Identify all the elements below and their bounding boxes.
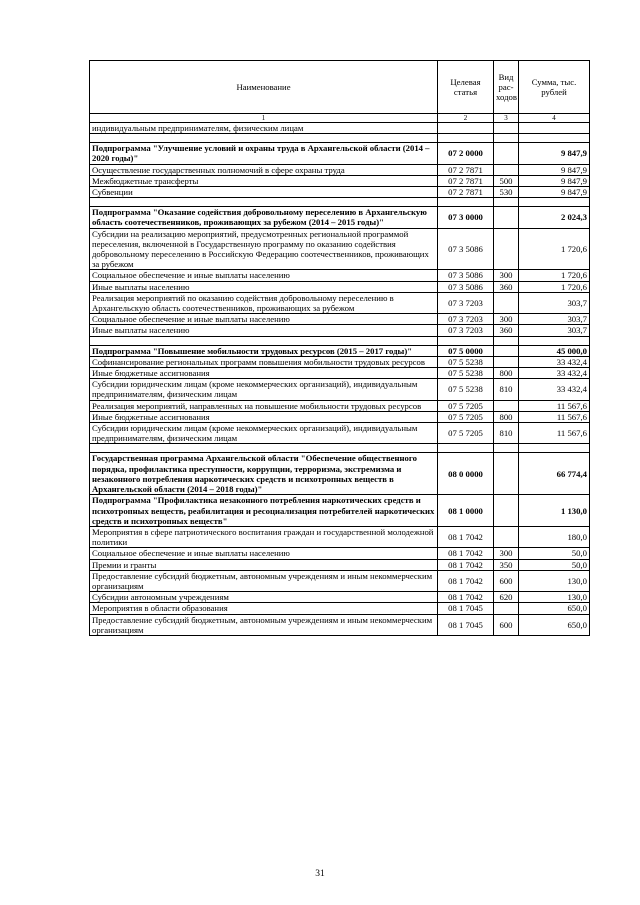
- table-row: [90, 368, 590, 379]
- section-row: [90, 207, 590, 228]
- spacer-cell: [438, 336, 494, 345]
- header-sum: Сумма, тыс. рублей: [519, 61, 590, 114]
- row-name: Социальное обеспечение и иные выплаты населению: [90, 314, 438, 325]
- spacer-cell: [90, 134, 438, 143]
- header-vid: Вид рас-ходов: [494, 61, 519, 114]
- table-row: [90, 356, 590, 367]
- row-name: Премии и гранты: [90, 559, 438, 570]
- budget-table: [89, 60, 590, 636]
- spacer-row: [90, 198, 590, 207]
- row-amount: 11 567,6: [519, 423, 590, 444]
- table-row: [90, 325, 590, 336]
- row-target-code: 08 1 7042: [438, 570, 494, 591]
- row-target-code: 07 3 5086: [438, 281, 494, 292]
- row-target-code: 07 3 7203: [438, 325, 494, 336]
- table-row: [90, 592, 590, 603]
- row-name: Государственная программа Архангельской области "Обеспечение общественного порядка, профилактика преступности, коррупции, терроризма, экстремизма и незаконного потребления наркотических средств и психотропных веществ в Архангельской области (2014 – 2018 годы)": [90, 453, 438, 495]
- table-row: [90, 603, 590, 614]
- spacer-cell: [90, 336, 438, 345]
- row-amount: 1 720,6: [519, 281, 590, 292]
- row-amount: 9 847,9: [519, 175, 590, 186]
- row-expense-type: [494, 603, 519, 614]
- row-target-code: 07 2 7871: [438, 175, 494, 186]
- spacer-row: [90, 336, 590, 345]
- spacer-cell: [494, 134, 519, 143]
- spacer-cell: [519, 444, 590, 453]
- spacer-cell: [519, 198, 590, 207]
- row-name: Субсидии юридическим лицам (кроме некоммерческих организаций), индивидуальным предпринимателям, физическим лицам: [90, 379, 438, 400]
- table-header-row: [90, 61, 590, 114]
- spacer-cell: [519, 336, 590, 345]
- row-amount: 9 847,9: [519, 143, 590, 164]
- row-expense-type: [494, 526, 519, 547]
- row-name: Подпрограмма "Повышение мобильности трудовых ресурсов (2015 – 2017 годы)": [90, 345, 438, 356]
- row-name: Межбюджетные трансферты: [90, 175, 438, 186]
- row-name: Иные выплаты населению: [90, 281, 438, 292]
- row-amount: 50,0: [519, 548, 590, 559]
- row-expense-type: [494, 356, 519, 367]
- row-target-code: 07 5 7205: [438, 423, 494, 444]
- row-name: Реализация мероприятий по оказанию содействия добровольному переселению в Архангельскую область соотечественников, проживающих за рубежом: [90, 292, 438, 313]
- table-row: [90, 411, 590, 422]
- row-target-code: 08 1 7042: [438, 559, 494, 570]
- row-target-code: 08 1 7042: [438, 548, 494, 559]
- row-name: Мероприятия в области образования: [90, 603, 438, 614]
- row-target-code: 08 1 7042: [438, 526, 494, 547]
- row-target-code: 07 5 7205: [438, 411, 494, 422]
- section-row: [90, 453, 590, 495]
- table-row: [90, 559, 590, 570]
- row-expense-type: 350: [494, 559, 519, 570]
- row-expense-type: [494, 453, 519, 495]
- header-name: Наименование: [90, 61, 438, 114]
- table-row: [90, 570, 590, 591]
- row-amount: 50,0: [519, 559, 590, 570]
- row-target-code: 07 3 0000: [438, 207, 494, 228]
- row-target-code: 07 5 7205: [438, 400, 494, 411]
- row-target-code: 07 3 7203: [438, 292, 494, 313]
- column-number: 2: [438, 114, 494, 123]
- row-expense-type: [494, 207, 519, 228]
- row-amount: 650,0: [519, 603, 590, 614]
- column-number: 4: [519, 114, 590, 123]
- spacer-cell: [494, 336, 519, 345]
- row-expense-type: [494, 495, 519, 527]
- table-row: [90, 281, 590, 292]
- row-name: Социальное обеспечение и иные выплаты населению: [90, 270, 438, 281]
- table-row: [90, 270, 590, 281]
- row-amount: 33 432,4: [519, 356, 590, 367]
- row-expense-type: 300: [494, 314, 519, 325]
- row-name: Осуществление государственных полномочий в сфере охраны труда: [90, 164, 438, 175]
- row-amount: [519, 123, 590, 134]
- table-row: [90, 123, 590, 134]
- table-row: [90, 228, 590, 270]
- row-expense-type: [494, 123, 519, 134]
- row-expense-type: 620: [494, 592, 519, 603]
- row-target-code: 07 5 5238: [438, 368, 494, 379]
- budget-sheet: [89, 60, 589, 636]
- row-expense-type: 800: [494, 411, 519, 422]
- spacer-cell: [438, 444, 494, 453]
- table-row: [90, 175, 590, 186]
- row-name: Иные бюджетные ассигнования: [90, 411, 438, 422]
- row-expense-type: 300: [494, 270, 519, 281]
- row-target-code: 07 5 5238: [438, 379, 494, 400]
- row-target-code: 08 0 0000: [438, 453, 494, 495]
- row-expense-type: [494, 143, 519, 164]
- row-name: Иные бюджетные ассигнования: [90, 368, 438, 379]
- row-target-code: 07 3 7203: [438, 314, 494, 325]
- row-target-code: 07 5 0000: [438, 345, 494, 356]
- header-code: Целевая статья: [438, 61, 494, 114]
- table-row: [90, 526, 590, 547]
- row-expense-type: [494, 164, 519, 175]
- row-amount: 303,7: [519, 292, 590, 313]
- table-row: [90, 423, 590, 444]
- row-expense-type: 810: [494, 379, 519, 400]
- row-amount: 180,0: [519, 526, 590, 547]
- row-target-code: 08 1 7045: [438, 603, 494, 614]
- row-target-code: 08 1 7045: [438, 614, 494, 635]
- row-expense-type: 360: [494, 281, 519, 292]
- row-expense-type: 500: [494, 175, 519, 186]
- spacer-cell: [90, 198, 438, 207]
- row-target-code: 07 3 5086: [438, 270, 494, 281]
- row-expense-type: [494, 400, 519, 411]
- row-amount: 66 774,4: [519, 453, 590, 495]
- table-row: [90, 164, 590, 175]
- table-row: [90, 548, 590, 559]
- row-amount: 130,0: [519, 570, 590, 591]
- row-expense-type: 360: [494, 325, 519, 336]
- row-expense-type: 600: [494, 570, 519, 591]
- budget-table-body: [90, 61, 590, 636]
- row-name: Субвенции: [90, 187, 438, 198]
- row-name: Мероприятия в сфере патриотического воспитания граждан и государственной молодежной политики: [90, 526, 438, 547]
- row-target-code: 07 2 0000: [438, 143, 494, 164]
- row-name: Подпрограмма "Улучшение условий и охраны труда в Архангельской области (2014 – 2020 годы)": [90, 143, 438, 164]
- table-row: [90, 187, 590, 198]
- page-number: 31: [315, 869, 325, 879]
- row-expense-type: 300: [494, 548, 519, 559]
- table-row: [90, 292, 590, 313]
- row-amount: 11 567,6: [519, 411, 590, 422]
- row-target-code: 07 2 7871: [438, 164, 494, 175]
- section-row: [90, 495, 590, 527]
- row-amount: 1 720,6: [519, 228, 590, 270]
- row-name: Субсидии автономным учреждениям: [90, 592, 438, 603]
- row-expense-type: [494, 345, 519, 356]
- table-row: [90, 314, 590, 325]
- row-amount: 303,7: [519, 314, 590, 325]
- column-number: 3: [494, 114, 519, 123]
- row-target-code: 08 1 7042: [438, 592, 494, 603]
- row-name: Субсидии юридическим лицам (кроме некоммерческих организаций), индивидуальным предпринимателям, физическим лицам: [90, 423, 438, 444]
- spacer-cell: [494, 198, 519, 207]
- row-amount: 650,0: [519, 614, 590, 635]
- row-name: Подпрограмма "Оказание содействия добровольному переселению в Архангельскую область соотечественников, проживающих за рубежом (2014 – 2015 годы)": [90, 207, 438, 228]
- row-name: Социальное обеспечение и иные выплаты населению: [90, 548, 438, 559]
- spacer-row: [90, 134, 590, 143]
- section-row: [90, 143, 590, 164]
- row-target-code: 07 3 5086: [438, 228, 494, 270]
- row-amount: 33 432,4: [519, 379, 590, 400]
- row-amount: 45 000,0: [519, 345, 590, 356]
- row-amount: 11 567,6: [519, 400, 590, 411]
- row-expense-type: 810: [494, 423, 519, 444]
- table-row: [90, 614, 590, 635]
- row-name: индивидуальным предпринимателям, физическим лицам: [90, 123, 438, 134]
- row-amount: 9 847,9: [519, 164, 590, 175]
- row-name: Иные выплаты населению: [90, 325, 438, 336]
- table-row: [90, 379, 590, 400]
- row-amount: 2 024,3: [519, 207, 590, 228]
- row-amount: 130,0: [519, 592, 590, 603]
- spacer-cell: [438, 134, 494, 143]
- row-expense-type: [494, 228, 519, 270]
- row-amount: 1 720,6: [519, 270, 590, 281]
- row-name: Субсидии на реализацию мероприятий, предусмотренных региональной программой переселения, включенной в Государственную программу по оказанию содействия добровольному переселению в Российскую Федерацию соотечественников, проживающих за рубежом: [90, 228, 438, 270]
- table-row: [90, 400, 590, 411]
- row-amount: 9 847,9: [519, 187, 590, 198]
- column-number-row: [90, 114, 590, 123]
- row-target-code: 07 2 7871: [438, 187, 494, 198]
- row-name: Подпрограмма "Профилактика незаконного потребления наркотических средств и психотропных веществ, реабилитация и ресоциализация потребителей наркотических средств и психотропных веществ": [90, 495, 438, 527]
- row-amount: 33 432,4: [519, 368, 590, 379]
- row-expense-type: 530: [494, 187, 519, 198]
- row-target-code: [438, 123, 494, 134]
- row-name: Предоставление субсидий бюджетным, автономным учреждениям и иным некоммерческим организациям: [90, 614, 438, 635]
- row-name: Предоставление субсидий бюджетным, автономным учреждениям и иным некоммерческим организациям: [90, 570, 438, 591]
- row-target-code: 08 1 0000: [438, 495, 494, 527]
- section-row: [90, 345, 590, 356]
- spacer-cell: [494, 444, 519, 453]
- row-name: Софинансирование региональных программ повышения мобильности трудовых ресурсов: [90, 356, 438, 367]
- row-amount: 303,7: [519, 325, 590, 336]
- spacer-cell: [519, 134, 590, 143]
- column-number: 1: [90, 114, 438, 123]
- row-target-code: 07 5 5238: [438, 356, 494, 367]
- row-expense-type: [494, 292, 519, 313]
- spacer-cell: [438, 198, 494, 207]
- row-expense-type: 600: [494, 614, 519, 635]
- spacer-cell: [90, 444, 438, 453]
- row-amount: 1 130,0: [519, 495, 590, 527]
- row-name: Реализация мероприятий, направленных на повышение мобильности трудовых ресурсов: [90, 400, 438, 411]
- spacer-row: [90, 444, 590, 453]
- row-expense-type: 800: [494, 368, 519, 379]
